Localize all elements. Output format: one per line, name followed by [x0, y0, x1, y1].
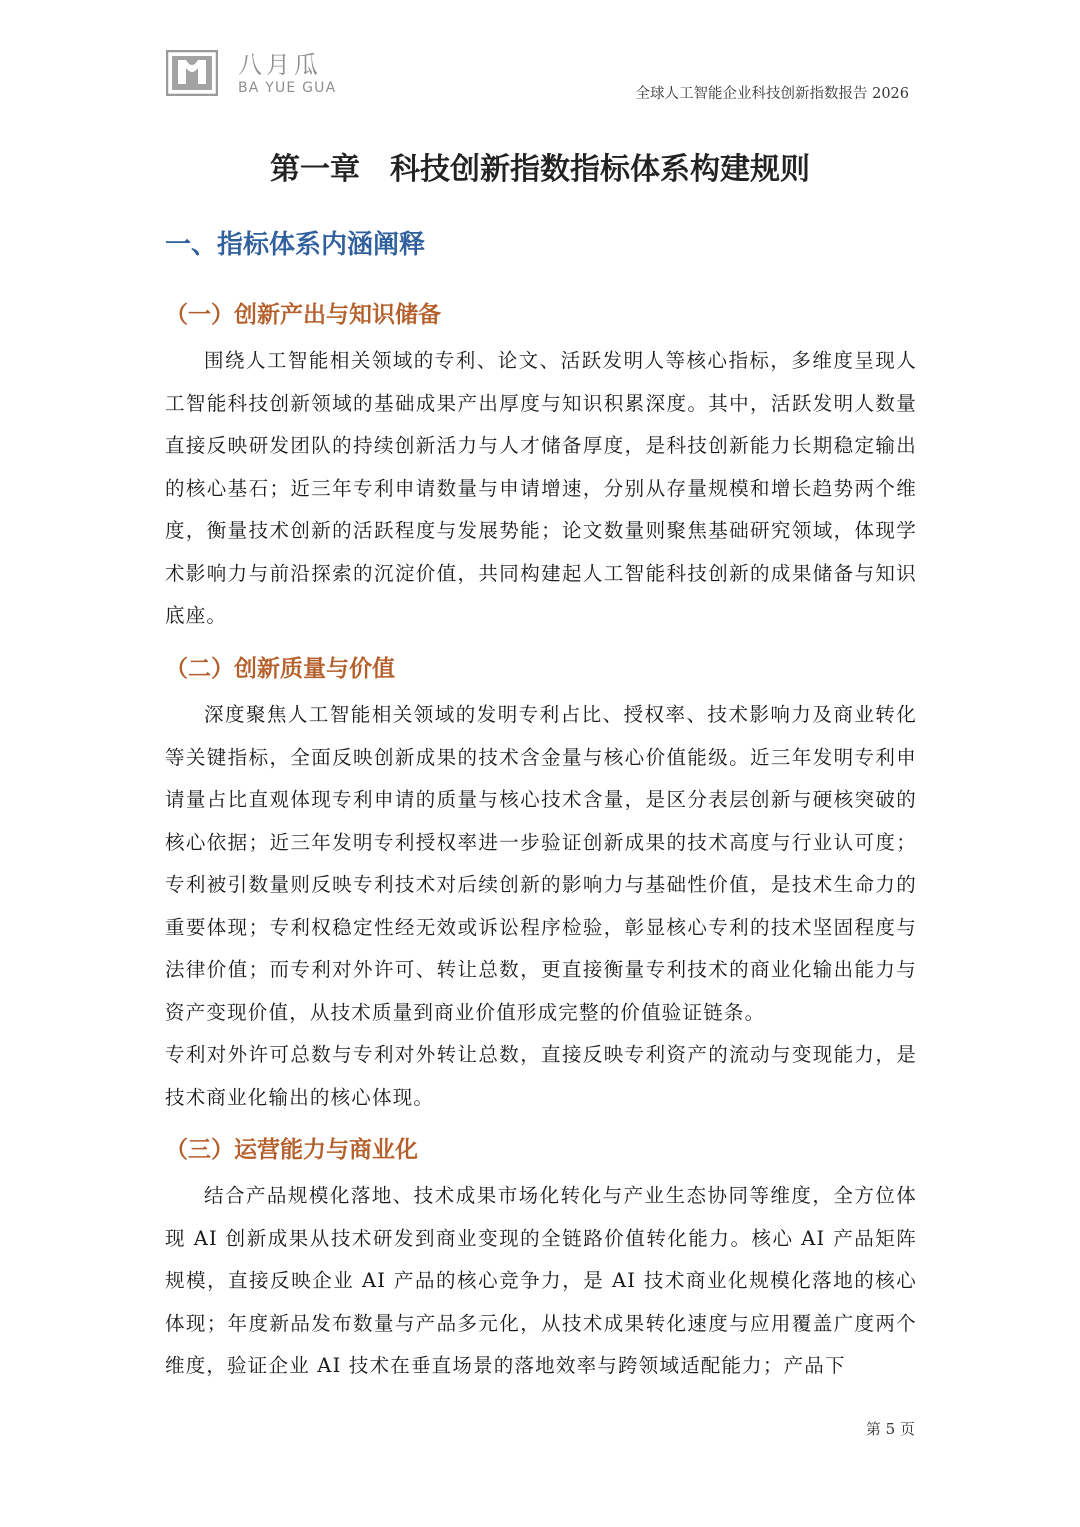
logo-english-name: BA YUE GUA: [238, 80, 337, 96]
body-paragraph: 围绕人工智能相关领域的专利、论文、活跃发明人等核心指标，多维度呈现人工智能科技创新领域的基础成果产出厚度与知识积累深度。其中，活跃发明人数量直接反映研发团队的持续创新活力与人才储备厚度，是科技创新能力长期稳定输出的核心基石；近三年专利申请数量与申请增速，分别从存量规模和增长趋势两个维度，衡量技术创新的活跃程度与发展势能；论文数量则聚焦基础研究领域，体现学术影响力与前沿探索的沉淀价值，共同构建起人工智能科技创新的成果储备与知识底座。: [165, 349, 917, 627]
chapter-title: 第一章 科技创新指数指标体系构建规则: [270, 152, 810, 187]
section-heading: 一、指标体系内涵阐释: [165, 230, 426, 260]
subsection-heading: （一）创新产出与知识储备: [165, 302, 441, 328]
company-logo: [166, 50, 366, 98]
page-number: 第 5 页: [865, 1420, 915, 1438]
body-paragraph: 深度聚焦人工智能相关领域的发明专利占比、授权率、技术影响力及商业转化等关键指标，全面反映创新成果的技术含金量与核心价值能级。近三年发明专利申请量占比直观体现专利申请的质量与核心技术含量，是区分表层创新与硬核突破的核心依据；近三年发明专利授权率进一步验证创新成果的技术高度与行业认可度；专利被引数量则反映专利技术对后续创新的影响力与基础性价值，是技术生命力的重要体现；专利权稳定性经无效或诉讼程序检验，彰显核心专利的技术坚固程度与法律价值；而专利对外许可、转让总数，更直接衡量专利技术的商业化输出能力与资产变现价值，从技术质量到商业价值形成完整的价值验证链条。: [165, 703, 917, 1024]
body-paragraph: 专利对外许可总数与专利对外转让总数，直接反映专利资产的流动与变现能力，是技术商业化输出的核心体现。: [165, 1043, 917, 1109]
bayuegua-logo-icon: [166, 50, 218, 96]
logo-chinese-name: 八月瓜: [238, 51, 322, 79]
report-header-title: 全球人工智能企业科技创新指数报告 2026: [635, 86, 909, 102]
subsection-heading: （二）创新质量与价值: [165, 656, 395, 682]
body-paragraph: 结合产品规模化落地、技术成果市场化转化与产业生态协同等维度，全方位体现 AI 创新成果从技术研发到商业变现的全链路价值转化能力。核心 AI 产品矩阵规模，直接反映企业 AI 产品的核心竞争力，是 AI 技术商业化规模化落地的核心体现；年度新品发布数量与产品多元化，从技术成果转化速度与应用覆盖广度两个维度，验证企业 AI 技术在垂直场景的落地效率与跨领域适配能力；产品下: [165, 1184, 917, 1377]
subsection-heading: （三）运营能力与商业化: [165, 1137, 418, 1163]
